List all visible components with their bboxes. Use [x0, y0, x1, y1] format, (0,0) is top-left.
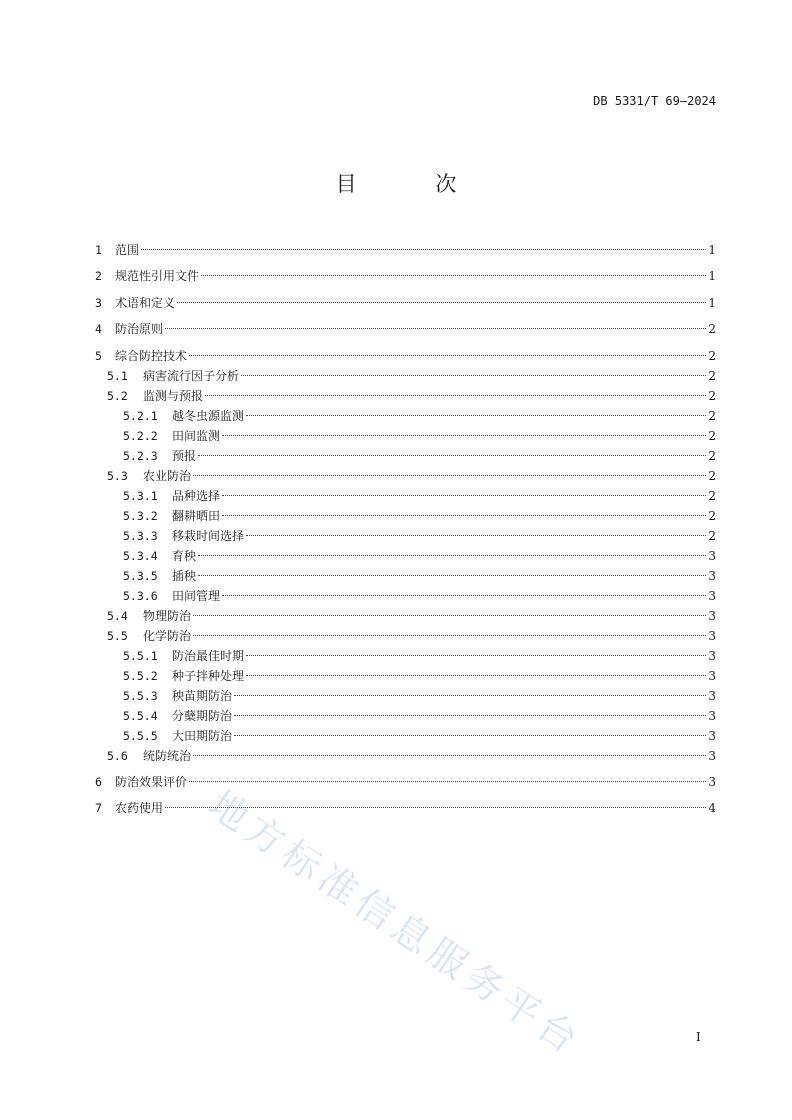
toc-entry-label: 范围: [115, 243, 140, 257]
toc-entry-number: 5.5.1: [123, 648, 158, 663]
toc-entry-page: 1: [708, 243, 716, 257]
toc-dot-leader: [222, 495, 706, 496]
toc-entry[interactable]: [95, 746, 716, 766]
toc-entry[interactable]: [95, 446, 716, 466]
toc-entry-label: 田间监测: [172, 428, 221, 443]
toc-dot-leader: [198, 455, 706, 456]
toc-entry-page: 3: [708, 608, 716, 623]
toc-entry-label: 规范性引用文件: [115, 269, 200, 284]
toc-dot-leader: [141, 249, 706, 250]
toc-entry-page: 2: [708, 508, 716, 523]
toc-entry-page: 2: [708, 368, 716, 383]
toc-entry-label: 物理防治: [143, 608, 192, 623]
toc-dot-leader: [234, 695, 706, 696]
toc-entry-page: 3: [708, 688, 716, 703]
toc-entry-number: 5.5: [107, 628, 128, 643]
toc-entry-number: 5.5.2: [123, 668, 158, 683]
toc-entry-number: 5.3: [107, 468, 128, 483]
toc-entry-label: 秧苗期防治: [172, 688, 233, 703]
toc-entry-page: 3: [708, 548, 716, 563]
toc-entry-page: 2: [708, 348, 716, 363]
toc-entry-number: 1: [95, 243, 102, 257]
toc-entry-page: 3: [708, 668, 716, 683]
toc-dot-leader: [241, 375, 706, 376]
toc-entry-number: 4: [95, 322, 102, 337]
toc-entry-label: 农药使用: [115, 801, 164, 816]
toc-entry-page: 2: [708, 488, 716, 503]
toc-entry[interactable]: [95, 346, 716, 366]
toc-dot-leader: [193, 615, 706, 616]
toc-entry-number: 5.5.3: [123, 688, 158, 703]
toc-entry-label: 化学防治: [143, 628, 192, 643]
toc-entry[interactable]: [95, 646, 716, 666]
toc-entry[interactable]: [95, 546, 716, 566]
toc-dot-leader: [246, 415, 706, 416]
toc-entry-page: 3: [708, 708, 716, 723]
toc-entry-label: 综合防控技术: [115, 348, 188, 363]
toc-entry[interactable]: [95, 486, 716, 506]
toc-entry[interactable]: [95, 586, 716, 606]
toc-entry-page: 1: [708, 295, 716, 310]
toc-dot-leader: [198, 555, 706, 556]
toc-dot-leader: [222, 515, 706, 516]
toc-entry-number: 5.3.5: [123, 568, 158, 583]
toc-entry-label: 统防统治: [143, 748, 192, 763]
toc-entry-page: 3: [708, 748, 716, 763]
toc-entry-number: 5.3.1: [123, 488, 158, 503]
toc-entry[interactable]: [95, 566, 716, 586]
toc-entry-number: 5.2.2: [123, 428, 158, 443]
toc-title: 目 次: [335, 172, 493, 196]
toc-entry[interactable]: [95, 406, 716, 426]
toc-entry-label: 农业防治: [143, 468, 192, 483]
toc-entry-label: 预报: [172, 448, 197, 463]
toc-entry-page: 2: [708, 528, 716, 543]
toc-entry-label: 监测与预报: [143, 388, 204, 403]
toc-entry-number: 5.5.5: [123, 728, 158, 743]
toc-entry-number: 3: [95, 295, 102, 310]
toc-entry-page: 1: [708, 269, 716, 284]
toc-entry-page: 3: [708, 648, 716, 663]
toc-entry-number: 5.2: [107, 388, 128, 403]
toc-entry[interactable]: [95, 293, 716, 313]
toc-dot-leader: [246, 655, 706, 656]
toc-entry-label: 品种选择: [172, 488, 221, 503]
toc-entry-number: 5.3.4: [123, 548, 158, 563]
toc-entry[interactable]: [95, 240, 716, 260]
toc-entry-label: 移栽时间选择: [172, 528, 245, 543]
watermark: 地方标准信息服务平台: [200, 782, 591, 1065]
toc-dot-leader: [165, 328, 706, 329]
toc-entry-page: 2: [708, 448, 716, 463]
toc-entry-number: 5.4: [107, 608, 128, 623]
toc-entry-label: 分蘖期防治: [172, 708, 233, 723]
toc-entry-page: 2: [708, 408, 716, 423]
toc-entry-label: 越冬虫源监测: [172, 408, 245, 423]
document-id: DB 5331/T 69—2024: [593, 94, 716, 108]
toc-entry[interactable]: [95, 666, 716, 686]
toc-entry[interactable]: [95, 426, 716, 446]
toc-entry-number: 5.3.6: [123, 588, 158, 603]
toc-entry-page: 3: [708, 774, 716, 789]
toc-entry-number: 5.3.2: [123, 508, 158, 523]
toc-entry-page: 2: [708, 388, 716, 403]
toc-dot-leader: [189, 355, 706, 356]
toc-entry-page: 2: [708, 322, 716, 337]
toc-dot-leader: [177, 302, 706, 303]
toc-dot-leader: [222, 435, 706, 436]
toc-entry-label: 插秧: [172, 568, 197, 583]
toc-entry-number: 5.2.1: [123, 408, 158, 423]
toc-entry[interactable]: [95, 706, 716, 726]
toc-entry-page: 2: [708, 428, 716, 443]
toc-entry-page: 3: [708, 588, 716, 603]
toc-entry-number: 5.2.3: [123, 448, 158, 463]
toc-dot-leader: [165, 807, 706, 808]
toc-entry[interactable]: [95, 772, 716, 792]
toc-entry[interactable]: [95, 266, 716, 286]
toc-entry-page: 3: [708, 628, 716, 643]
toc-dot-leader: [246, 675, 706, 676]
toc-entry-label: 防治效果评价: [115, 774, 188, 789]
toc-dot-leader: [201, 275, 706, 276]
toc-entry[interactable]: [95, 506, 716, 526]
toc-entry-number: 5.1: [107, 368, 128, 383]
toc-entry-page: 3: [708, 568, 716, 583]
toc-entry[interactable]: [95, 319, 716, 339]
toc-dot-leader: [234, 715, 706, 716]
toc-entry[interactable]: [95, 798, 716, 818]
toc-entry-page: 3: [708, 728, 716, 743]
toc-entry[interactable]: [95, 726, 716, 746]
toc-dot-leader: [193, 475, 706, 476]
toc-entry[interactable]: [95, 466, 716, 486]
toc-entry-number: 6: [95, 774, 102, 789]
toc-entry-number: 7: [95, 801, 102, 816]
toc-dot-leader: [198, 575, 706, 576]
toc-entry-label: 病害流行因子分析: [143, 368, 240, 383]
toc-entry[interactable]: [95, 686, 716, 706]
toc-dot-leader: [193, 755, 706, 756]
toc-entry-number: 5: [95, 348, 102, 363]
toc-entry-number: 2: [95, 269, 102, 284]
toc-entry-label: 田间管理: [172, 588, 221, 603]
toc-entry-page: 4: [708, 801, 716, 816]
toc-dot-leader: [234, 735, 706, 736]
page-number: I: [696, 1030, 701, 1044]
toc-entry-label: 种子拌种处理: [172, 668, 245, 683]
toc-entry-label: 大田期防治: [172, 728, 233, 743]
toc-dot-leader: [246, 535, 706, 536]
toc-entry-number: 5.6: [107, 748, 128, 763]
table-of-contents: [95, 240, 716, 818]
toc-dot-leader: [193, 635, 706, 636]
toc-dot-leader: [189, 781, 706, 782]
toc-entry-label: 防治原则: [115, 322, 164, 337]
toc-entry[interactable]: [95, 526, 716, 546]
toc-dot-leader: [222, 595, 706, 596]
toc-entry-label: 翻耕晒田: [172, 508, 221, 523]
toc-entry[interactable]: [95, 366, 716, 386]
toc-entry-number: 5.5.4: [123, 708, 158, 723]
toc-entry[interactable]: [95, 606, 716, 626]
toc-entry[interactable]: [95, 386, 716, 406]
toc-entry-label: 防治最佳时期: [172, 648, 245, 663]
toc-entry-number: 5.3.3: [123, 528, 158, 543]
toc-entry[interactable]: [95, 626, 716, 646]
toc-dot-leader: [205, 395, 706, 396]
toc-entry-label: 术语和定义: [115, 295, 176, 310]
toc-entry-page: 2: [708, 468, 716, 483]
toc-entry-label: 育秧: [172, 548, 197, 563]
